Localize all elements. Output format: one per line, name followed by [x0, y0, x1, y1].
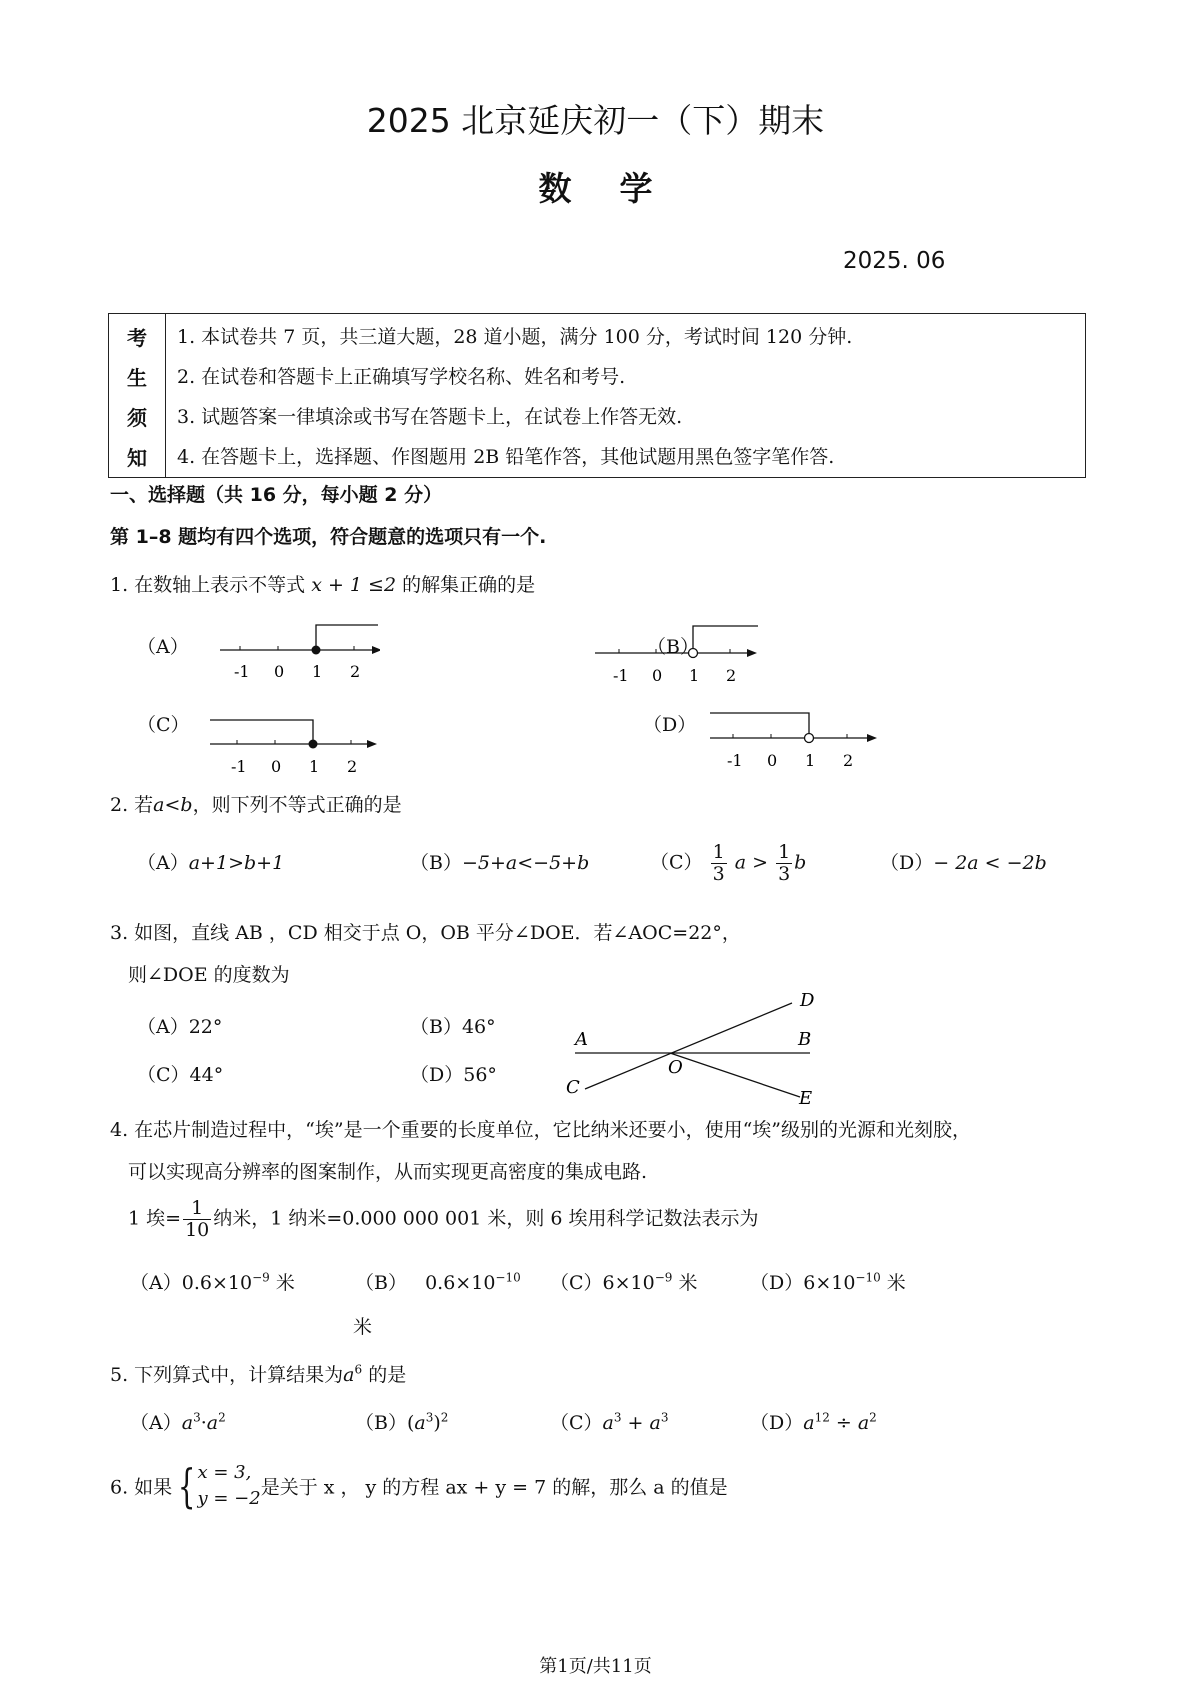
- q5-option-c: $(C)a^3 + a^3$: [550, 1410, 669, 1434]
- question-3-stem-line1: 3. 如图，直线 AB ，CD 相交于点 O，OB 平分∠DOE．若∠AOC=22°，: [110, 922, 741, 944]
- q4-c-unit: 米: [678, 1272, 698, 1294]
- q3-option-b: （B）46°: [410, 1016, 496, 1038]
- q5-a-label: （A）: [130, 1412, 182, 1434]
- q1-inequality: x + 1 ≤2: [311, 574, 397, 596]
- q4-d-base: 6×10: [803, 1272, 856, 1294]
- q2-b-expr: −5+a<−5+b: [461, 852, 590, 874]
- point-label-a: A: [575, 1029, 588, 1050]
- q2-option-d: [880, 848, 1047, 875]
- q4-a-unit: 米: [275, 1272, 295, 1294]
- fraction: [711, 842, 727, 885]
- fraction-numerator: 1: [778, 841, 791, 863]
- q5-option-a: $(A)a^3\cdot a^2$: [130, 1410, 226, 1434]
- tick-label: 1: [689, 666, 700, 685]
- q2-a-label: （A）: [137, 852, 189, 874]
- exam-date: 2025. 06: [843, 248, 946, 274]
- q4-d-unit: 米: [886, 1272, 906, 1294]
- q2-option-c: [650, 842, 806, 885]
- q1-option-b-label: （B）: [647, 636, 699, 658]
- q6-stem-pre: 6. 如果: [110, 1476, 173, 1499]
- fraction-denominator: 3: [778, 862, 791, 885]
- q5-base: a: [343, 1364, 355, 1386]
- question-4-stem-line2: 可以实现高分辨率的图案制作，从而实现更高密度的集成电路.: [128, 1161, 648, 1183]
- subject-title: 数学: [538, 169, 701, 208]
- section-instruction: 第 1–8 题均有四个选项，符合题意的选项只有一个.: [110, 526, 547, 548]
- q4-b-unit: 米: [353, 1316, 373, 1338]
- q2-d-expr: − 2a < −2b: [933, 852, 1047, 874]
- question-6-stem: [110, 1460, 728, 1512]
- q4-a-label: （A）: [130, 1272, 182, 1294]
- q1-option-a-number-line: [210, 615, 380, 685]
- q4-b-label: （B）: [355, 1272, 407, 1294]
- q2-c-label: （C）: [650, 851, 703, 874]
- notice-side-char: 生: [127, 366, 147, 390]
- point-label-o: O: [668, 1057, 683, 1078]
- q2-option-a: [137, 848, 284, 875]
- q3-option-a: （A）22°: [137, 1016, 223, 1038]
- notice-item: 2. 在试卷和答题卡上正确填写学校名称、姓名和考号.: [177, 366, 626, 388]
- tick-label: 1: [805, 751, 816, 770]
- question-1-stem: [110, 570, 535, 597]
- q5-stem-post: 的是: [368, 1364, 407, 1386]
- q1-option-a-label: （A）: [137, 636, 189, 658]
- fraction-denominator: 3: [712, 862, 725, 885]
- q4-option-d: [750, 1268, 906, 1295]
- notice-item: 4. 在答题卡上，选择题、作图题用 2B 铅笔作答，其他试题用黑色签字笔作答.: [177, 446, 835, 468]
- q2-d-label: （D）: [880, 852, 934, 874]
- q4-c-base: 6×10: [602, 1272, 655, 1294]
- q4-option-c: [550, 1268, 698, 1295]
- tick-label: 0: [271, 757, 282, 776]
- tick-label: 0: [767, 751, 778, 770]
- brace-symbol: {: [178, 1459, 196, 1513]
- q3-option-d: （D）56°: [410, 1064, 497, 1086]
- page-number: 第1页/共11页: [539, 1656, 652, 1677]
- q4-c-exp: −9: [654, 1270, 673, 1285]
- fraction-denominator: 10: [185, 1218, 210, 1241]
- fraction-numerator: 1: [183, 1198, 211, 1220]
- fraction: [183, 1198, 211, 1241]
- notice-item: 3. 试题答案一律填涂或书写在答题卡上，在试卷上作答无效.: [177, 406, 683, 428]
- tick-label: -1: [231, 757, 247, 776]
- tick-label: 2: [843, 751, 854, 770]
- notice-side-char: 考: [127, 326, 147, 350]
- q1-option-d-label: （D）: [643, 714, 697, 736]
- q1-option-c-label: （C）: [137, 714, 190, 736]
- q2-stem-post: ，则下列不等式正确的是: [192, 794, 402, 816]
- tick-label: 1: [312, 662, 323, 681]
- q5-option-d: $(D)a^{12} \div a^2$: [750, 1410, 877, 1434]
- tick-label: 2: [726, 666, 737, 685]
- q4-d-label: （D）: [750, 1272, 804, 1294]
- q2-option-b: [410, 848, 589, 875]
- q2-condition: a<b: [153, 794, 193, 816]
- tick-label: 2: [347, 757, 358, 776]
- tick-label: 2: [350, 662, 361, 681]
- question-3-stem-line2: 则∠DOE 的度数为: [128, 964, 290, 986]
- q4-b-base: 0.6×10: [425, 1272, 496, 1294]
- notice-side-char: 须: [127, 406, 147, 430]
- q4-d-exp: −10: [855, 1270, 881, 1285]
- q4-option-b: [355, 1268, 521, 1295]
- q5-stem-pre: 5. 下列算式中，计算结果为: [110, 1364, 344, 1386]
- point-label-b: B: [798, 1029, 812, 1050]
- q5-option-b: $(B)(a^3)^2$: [355, 1410, 449, 1434]
- tick-label: 0: [274, 662, 285, 681]
- q5-c-label: （C）: [550, 1412, 603, 1434]
- notice-side-column: [109, 314, 166, 477]
- tick-label: -1: [234, 662, 250, 681]
- notice-side-char: 知: [127, 446, 147, 470]
- q3-option-c: （C）44°: [137, 1064, 224, 1086]
- q2-a-expr: a+1>b+1: [188, 852, 285, 874]
- question-4-stem-line3: [128, 1198, 759, 1241]
- fraction: [776, 842, 792, 885]
- fraction-numerator: 1: [712, 841, 725, 863]
- q2-stem-pre: 2. 若: [110, 794, 154, 816]
- q5-exp: 6: [354, 1362, 363, 1377]
- question-4-stem-line1: 4. 在芯片制造过程中，“埃”是一个重要的长度单位，它比纳米还要小，使用“埃”级别的光源和光刻胶，: [110, 1119, 972, 1141]
- q1-stem-post: 的解集正确的是: [402, 574, 536, 596]
- q2-c-end: b: [794, 851, 807, 874]
- q1-option-c-number-line: [205, 710, 380, 782]
- equation-line: x = 3,: [197, 1462, 252, 1483]
- q4-c-label: （C）: [550, 1272, 603, 1294]
- exam-title: 2025 北京延庆初一（下）期末: [366, 101, 825, 140]
- q1-option-d-number-line: [705, 705, 880, 777]
- q4-a-exp: −9: [252, 1270, 270, 1285]
- notice-item: 1. 本试卷共 7 页，共三道大题，28 道小题，满分 100 分，考试时间 120 分钟.: [177, 326, 853, 348]
- tick-label: -1: [613, 666, 629, 685]
- question-2-stem: [110, 790, 402, 817]
- q5-d-label: （D）: [750, 1412, 804, 1434]
- q4-b-exp: −10: [495, 1270, 521, 1285]
- q6-stem-mid: 是关于 x ， y 的方程 ax + y = 7 的解，那么 a 的值是: [260, 1476, 728, 1499]
- section-heading: 一、选择题（共 16 分，每小题 2 分）: [110, 484, 443, 506]
- candidate-notice-box: [108, 313, 1086, 478]
- question-5-stem: [110, 1360, 406, 1387]
- point-label-c: C: [566, 1077, 580, 1098]
- point-label-d: D: [800, 993, 815, 1011]
- q1-stem-pre: 1. 在数轴上表示不等式: [110, 574, 306, 596]
- q4-line3-pre: 1 埃=: [128, 1207, 182, 1230]
- q4-option-a: [130, 1268, 295, 1295]
- q3-geometry-figure: [560, 993, 830, 1113]
- q4-a-base: 0.6×10: [181, 1272, 253, 1294]
- tick-label: -1: [727, 751, 743, 770]
- equation-system: [197, 1460, 260, 1512]
- tick-label: 1: [309, 757, 320, 776]
- q4-line3-post: 纳米，1 纳米=0.000 000 001 米，则 6 埃用科学记数法表示为: [213, 1207, 759, 1230]
- equation-line: y = −2: [197, 1488, 261, 1509]
- q2-b-label: （B）: [410, 852, 462, 874]
- q5-b-label: （B）: [355, 1412, 407, 1434]
- point-label-e: E: [799, 1088, 813, 1109]
- q2-c-mid: a >: [734, 851, 769, 874]
- tick-label: 0: [652, 666, 663, 685]
